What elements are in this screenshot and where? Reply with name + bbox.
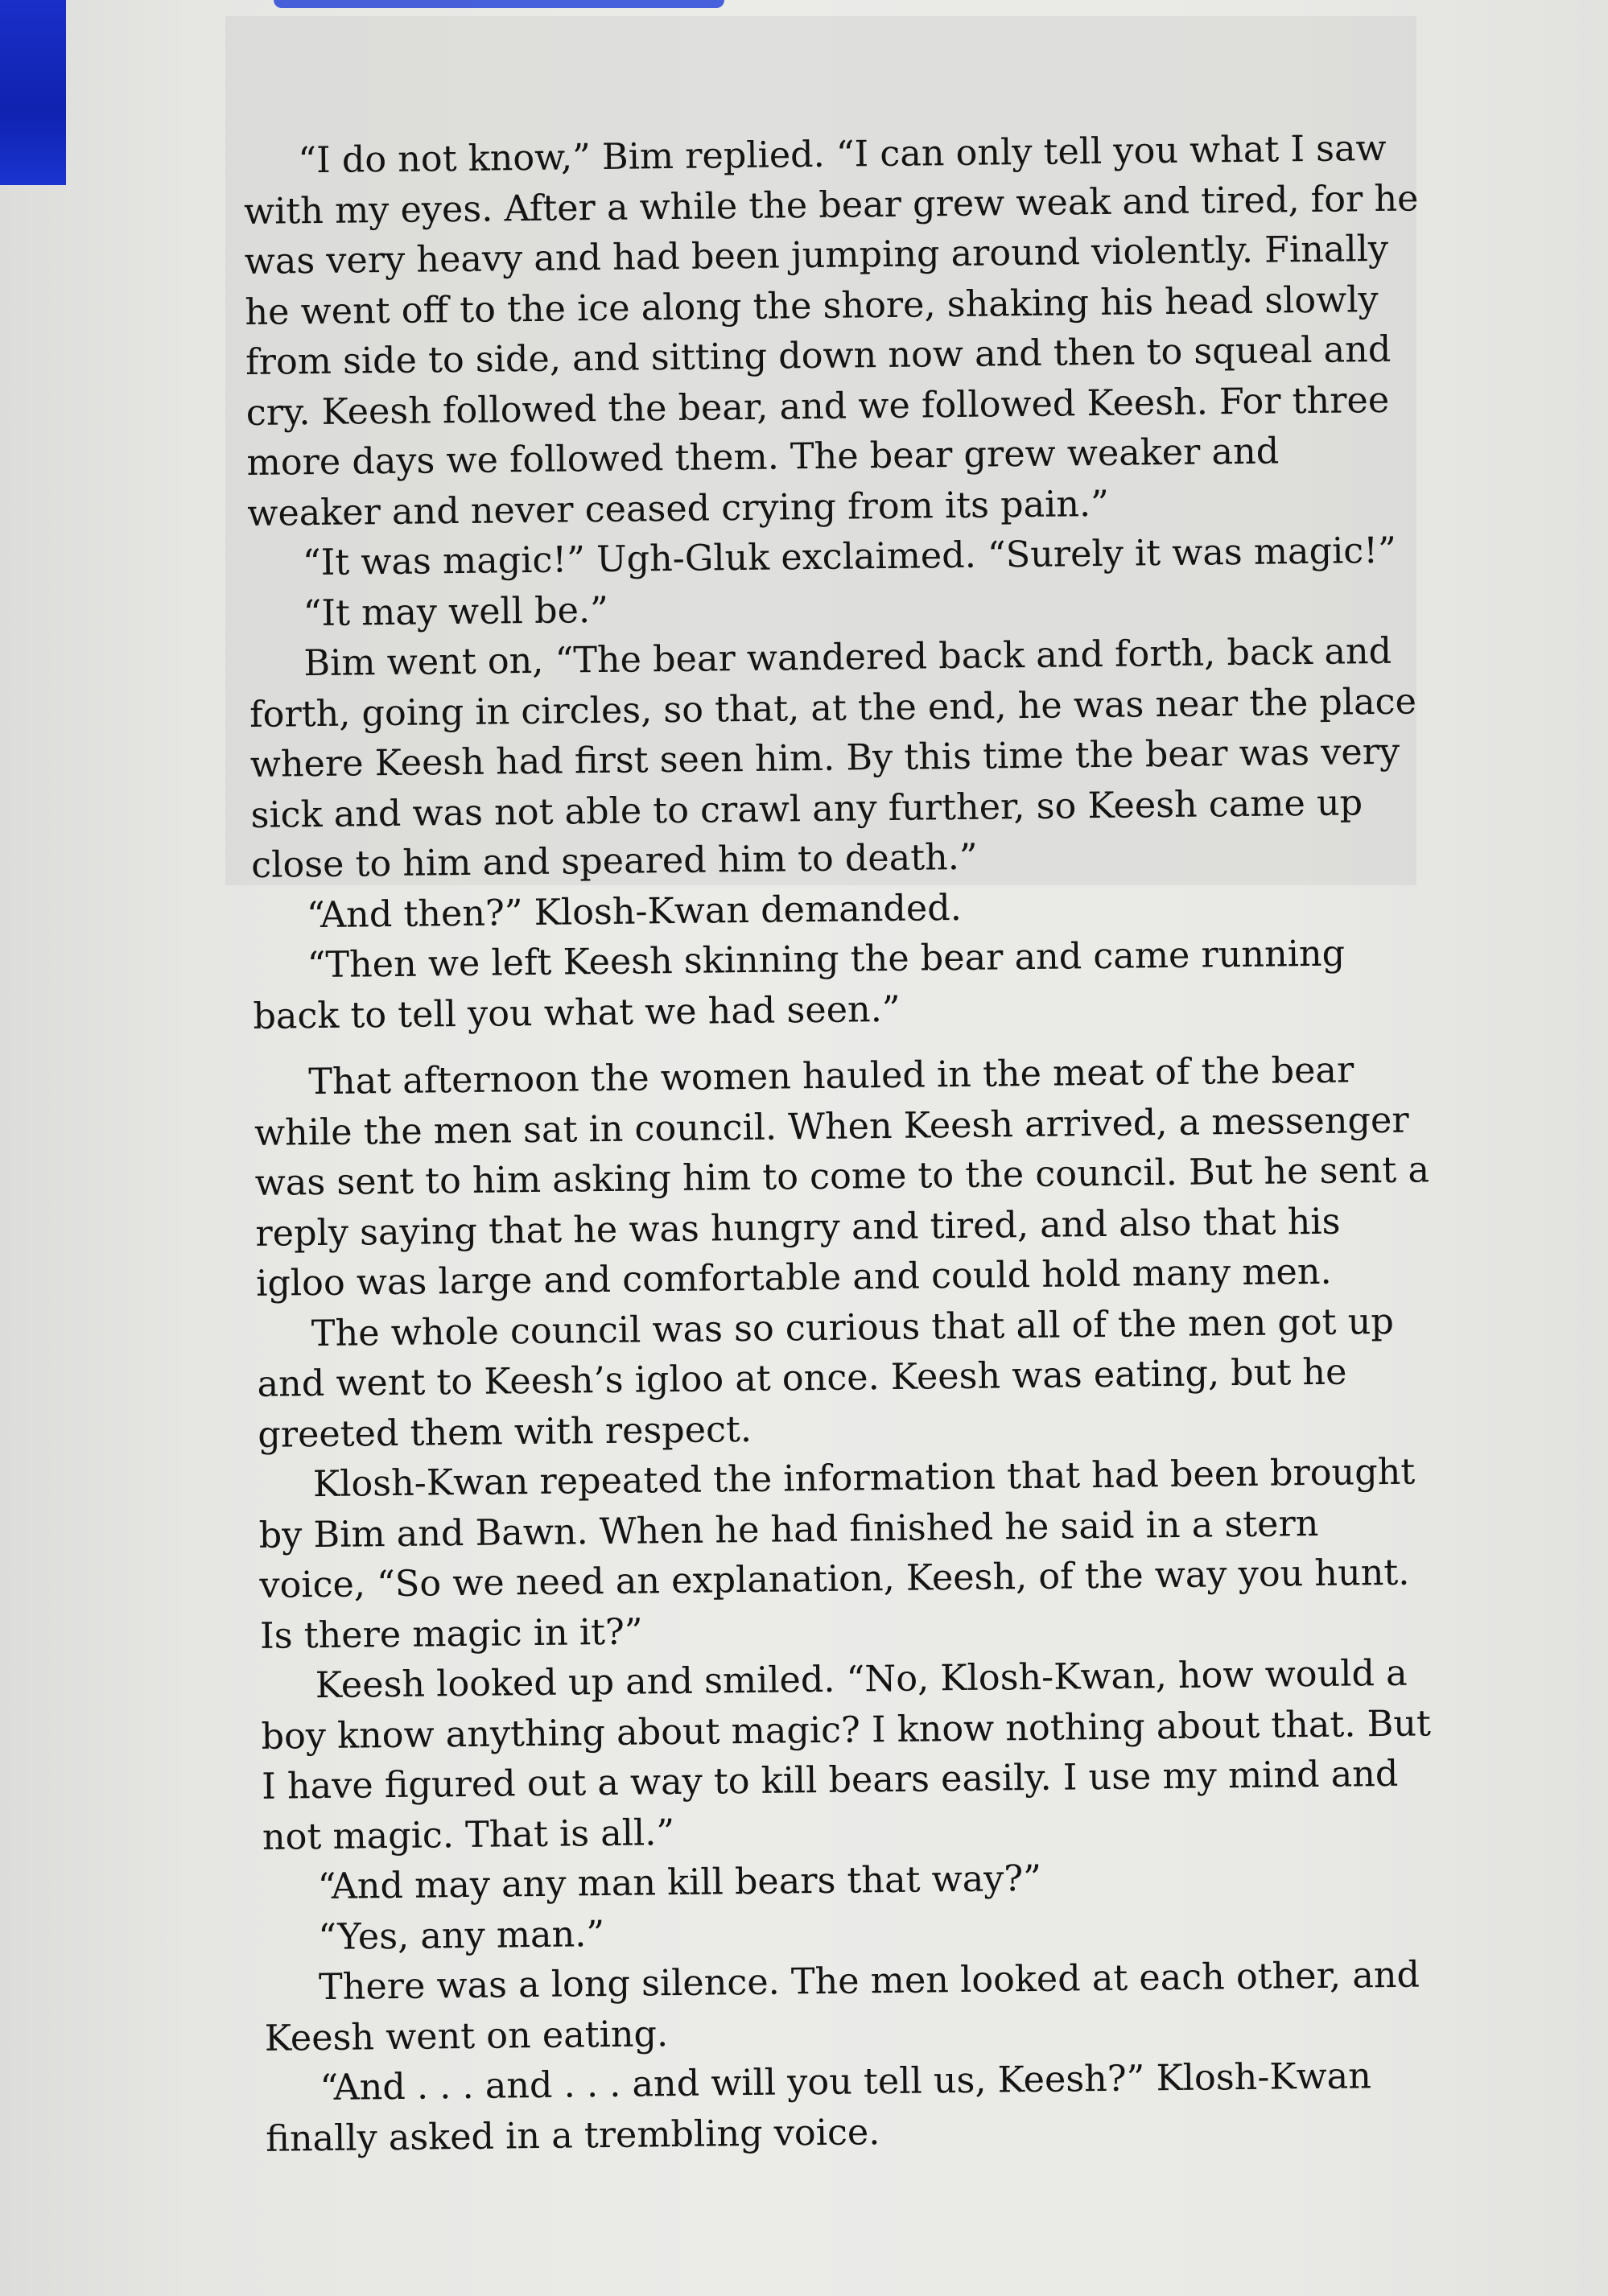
paragraph: That afternoon the women hauled in the meat of the bear while the men sat in council. When Keesh arrived, a messenger was sent to him asking him to come to the council. But he sent a reply saying that he was hungry and tired, and also that his igloo was large and comfortable and could hold many men.	[254, 1049, 1430, 1305]
paragraph: There was a long silence. The men looked at each other, and Keesh went on eating.	[264, 1954, 1420, 2059]
blue-top-decoration	[274, 0, 724, 8]
paragraph: The whole council was so curious that all of the men got up and went to Keesh’s igloo at once. Keesh was eating, but he greeted them with respect.	[257, 1301, 1395, 1456]
paragraph: “And may any man kill bears that way?”	[317, 1857, 1042, 1908]
body-text	[243, 123, 1441, 2164]
paragraph: “It was magic!” Ugh-Gluk exclaimed. “Surely it was magic!”	[302, 530, 1397, 584]
paragraph: Klosh-Kwan repeated the information that had been brought by Bim and Bawn. When he had finished he said in a stern voice, “So we need an explanation, Keesh, of the way you hunt. Is there magic in it?”	[258, 1451, 1416, 1657]
paragraph: “And . . . and . . . and will you tell us, Keesh?” Klosh-Kwan finally asked in a trembling voice.	[265, 2055, 1372, 2160]
paragraph: “Yes, any man.”	[318, 1913, 605, 1958]
paragraph: “It may well be.”	[303, 589, 609, 634]
paragraph: “Then we left Keesh skinning the bear and came running back to tell you what we had seen.”	[253, 933, 1346, 1037]
paragraph: “And then?” Klosh-Kwan demanded.	[306, 887, 963, 936]
paragraph: “I do not know,” Bim replied. “I can only tell you what I saw with my eyes. After a while the bear grew weak and tired, for he was very heavy and had been jumping around violently. Finally he went off to the ice along the shore, shaking his head slowly from side to side, and sitting down now and then to squeal and cry. Keesh followed the bear, and we followed Keesh. For three more days we followed them. The bear grew weaker and weaker and never ceased crying from its pain.”	[243, 127, 1419, 534]
blue-edge-decoration	[0, 0, 66, 185]
paragraph: Bim went on, “The bear wandered back and forth, back and forth, going in circles, so that, at the end, he was near the place where Keesh had first seen him. By this time the bear was very sick and was not able to crawl any further, so Keesh came up close to him and speared him to death.”	[249, 630, 1417, 886]
paragraph: Keesh looked up and smiled. “No, Klosh-Kwan, how would a boy know anything about magic? I know nothing about that. But I have figured out a way to kill bears easily. I use my mind and not magic. That is all.”	[261, 1652, 1432, 1858]
